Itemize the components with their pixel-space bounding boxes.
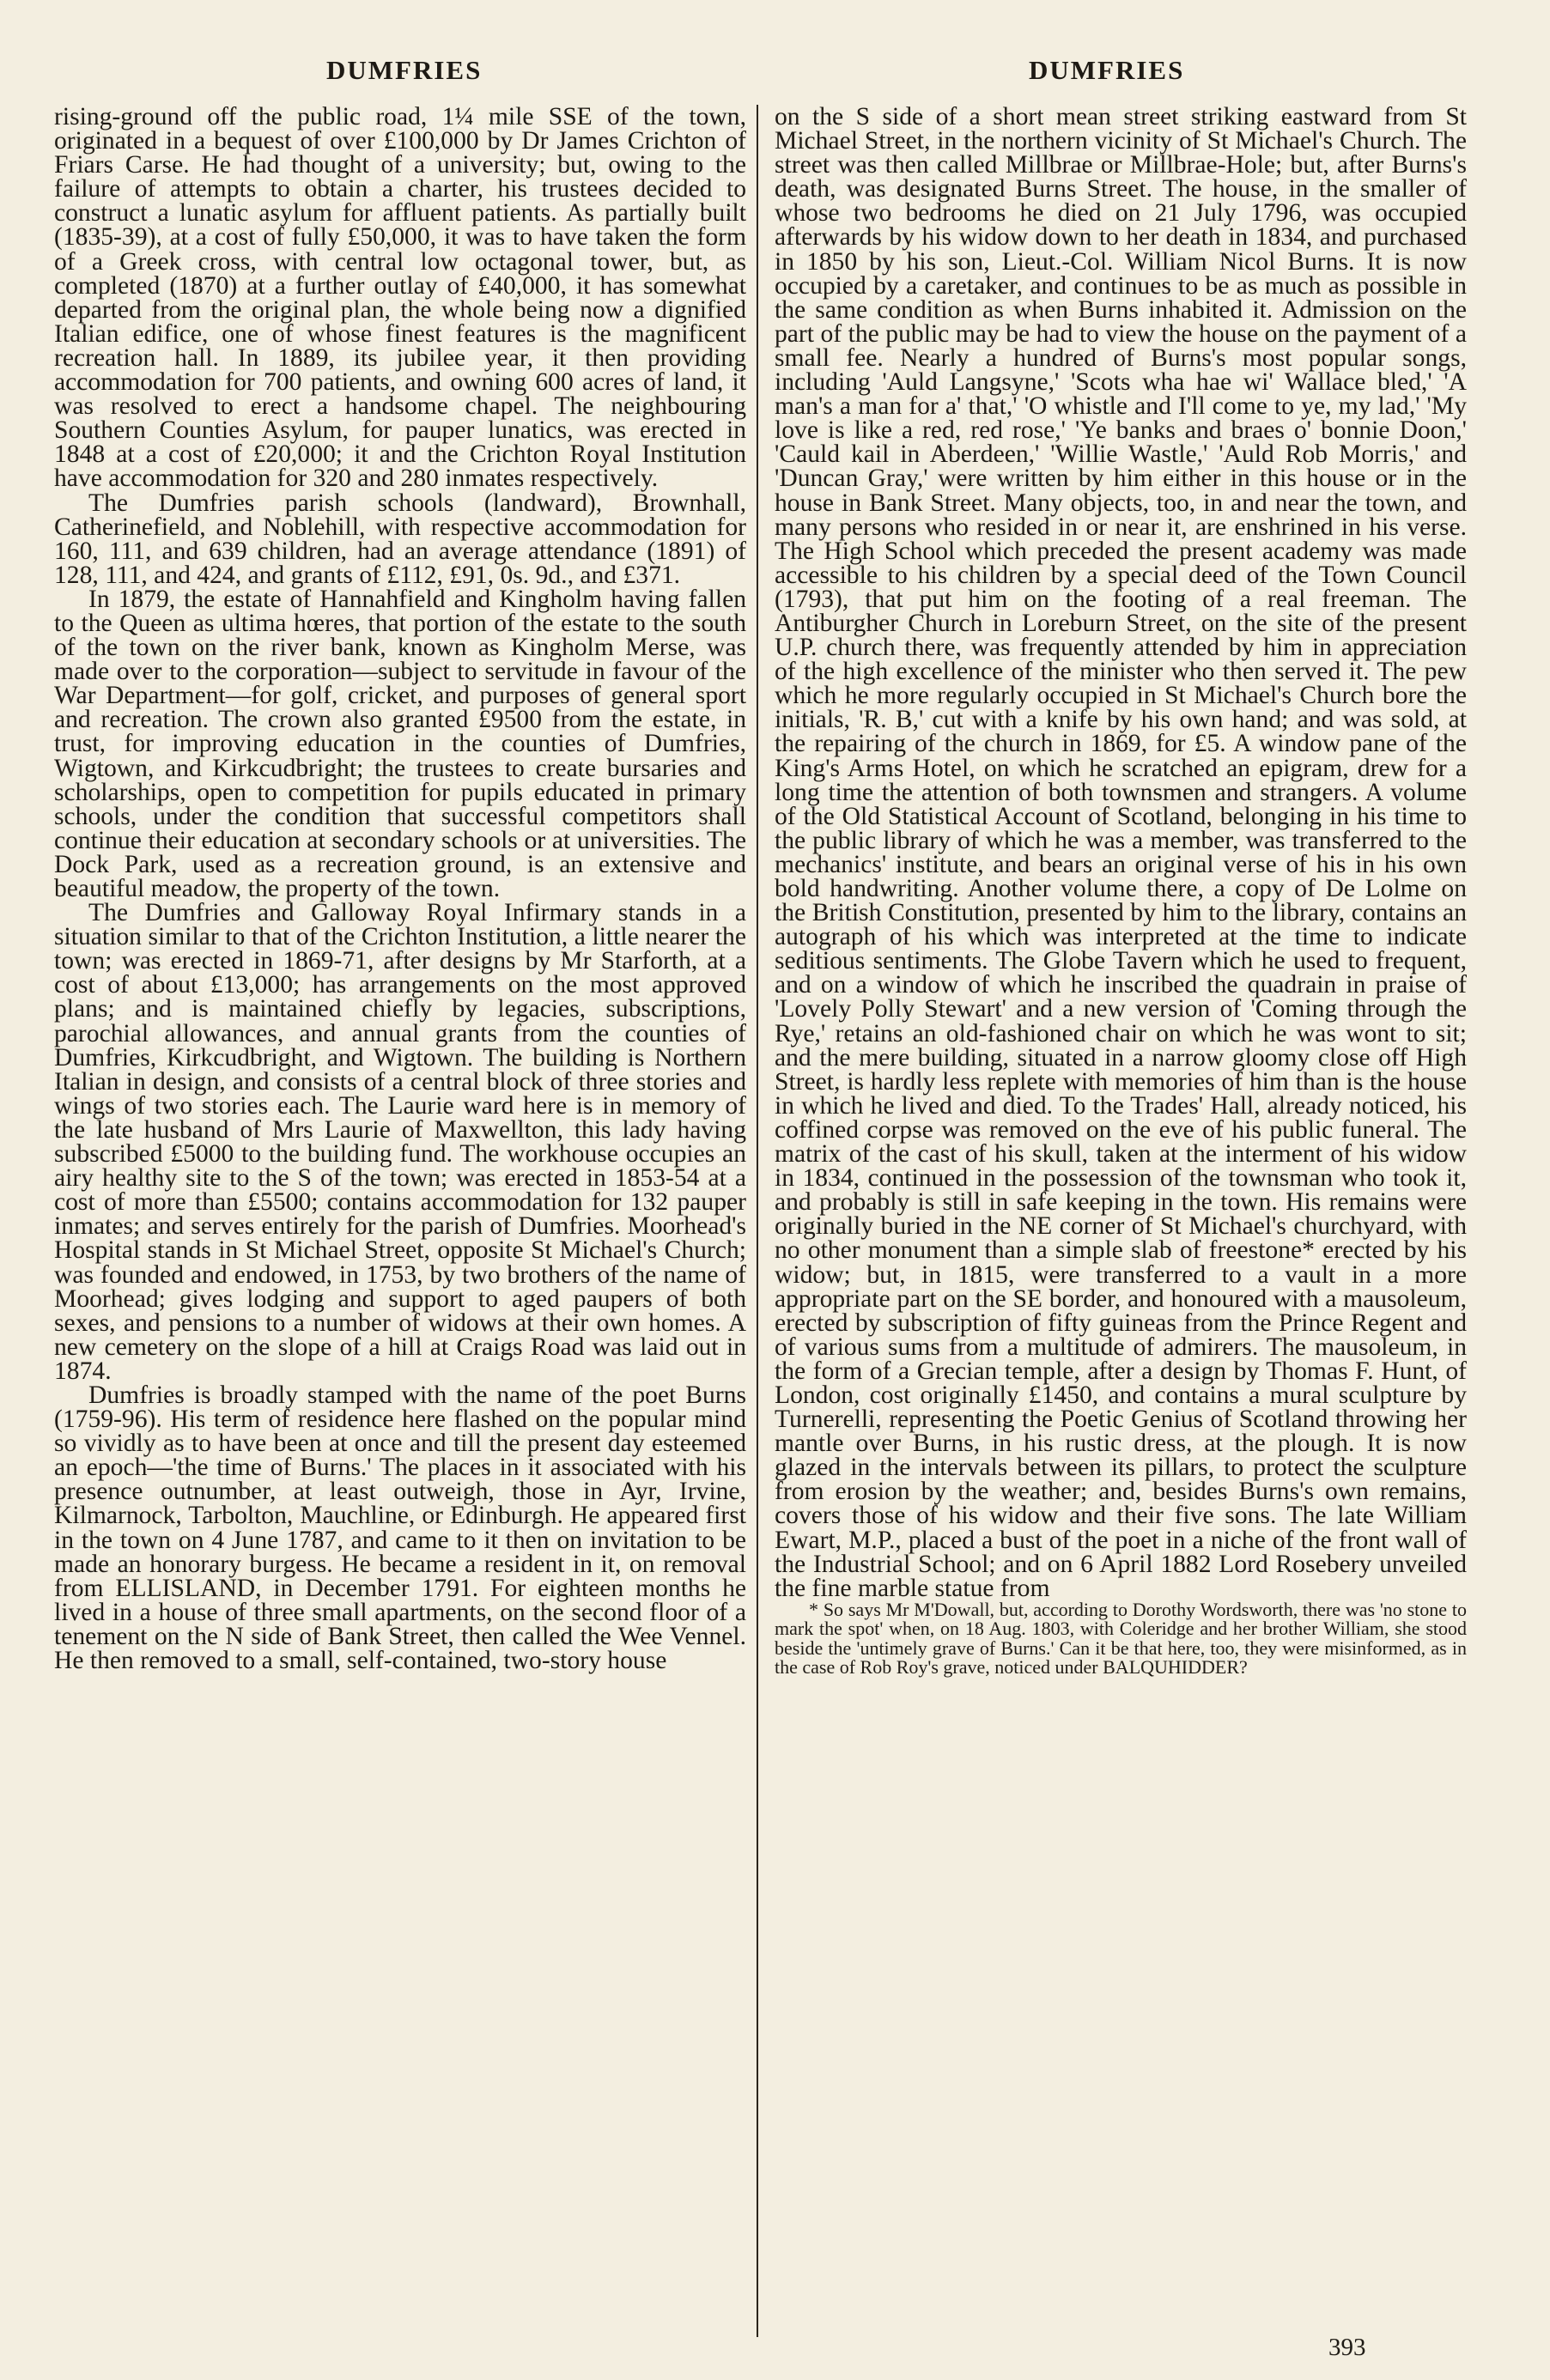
right-column [775, 105, 1467, 1678]
paragraph: rising-ground off the public road, 1¼ mile SSE of the town, originated in a bequest of over £100,000 by Dr James Crichton of Friars Carse. He had thought of a university; but, owing to the failure of attempts to obtain a charter, his trustees decided to construct a lunatic asylum for affluent patients. As partially built (1835-39), at a cost of fully £50,000, it was to have taken the form of a Greek cross, with central low octagonal tower, but, as completed (1870) at a further outlay of £40,000, it has somewhat departed from the original plan, the whole being now a dignified Italian edifice, one of whose finest features is the magnificent recreation hall. In 1889, its jubilee year, it then providing accommodation for 700 patients, and owning 600 acres of land, it was resolved to erect a handsome chapel. The neighbouring Southern Counties Asylum, for pauper lunatics, was erected in 1848 at a cost of £20,000; it and the Crichton Royal Institution have accommodation for 320 and 280 inmates respectively. [54, 103, 746, 493]
paragraph: on the S side of a short mean street striking eastward from St Michael Street, in the northern vicinity of St Michael's Church. The street was then called Millbrae or Millbrae-Hole; but, after Burns's death, was designated Burns Street. The house, in the smaller of whose two bedrooms he died on 21 July 1796, was occupied afterwards by his widow down to her death in 1834, and purchased in 1850 by his son, Lieut.-Col. William Nicol Burns. It is now occupied by a caretaker, and continues to be as much as possible in the same condition as when Burns inhabited it. Admission on the part of the public may be had to view the house on the payment of a small fee. Nearly a hundred of Burns's most popular songs, including 'Auld Langsyne,' 'Scots wha hae wi' Wallace bled,' 'A man's a man for a' that,' 'O whistle and I'll come to ye, my lad,' 'My love is like a red, red rose,' 'Ye banks and braes o' bonnie Doon,' 'Cauld kail in Aberdeen,' 'Willie Wastle,' 'Auld Rob Morris,' and 'Duncan Gray,' were written by him either in this house or in the house in Bank Street. Many objects, too, in and near the town, and many persons who resided in or near it, are enshrined in his verse. The High School which preceded the present academy was made accessible to his children by a special deed of the Town Council (1793), that put him on the footing of a real freeman. The Antiburgher Church in Loreburn Street, on the site of the present U.P. church there, was frequently attended by him in appreciation of the high excellence of the minister who then served it. The pew which he more regularly occupied in St Michael's Church bore the initials, 'R. B,' cut with a knife by his own hand; and was sold, at the repairing of the church in 1869, for £5. A window pane of the King's Arms Hotel, on which he scratched an epigram, drew for a long time the attention of both townsmen and strangers. A volume of the Old Statistical Account of Scotland, belonging in his time to the public library of which he was a member, was transferred to the mechanics' institute, and bears an original verse of his in his own bold handwriting. Another volume there, a copy of De Lolme on the British Constitution, presented by him to the library, contains an autograph of his which was interpreted at the time to indicate seditious sentiments. The Globe Tavern which he used to frequent, and on a window of which he inscribed the quadrain in praise of 'Lovely Polly Stewart' and a new version of 'Coming through the Rye,' retains an old-fashioned chair on which he was wont to sit; and the mere building, situated in a narrow gloomy close off High Street, is hardly less replete with memories of him than is the house in which he lived and died. To the Trades' Hall, already noticed, his coffined corpse was removed on the eve of his public funeral. The matrix of the cast of his skull, taken at the interment of his widow in 1834, continued in the possession of the townsman who took it, and probably is still in safe keeping in the town. His remains were originally buried in the NE corner of St Michael's churchyard, with no other monument than a simple slab of freestone* erected by his widow; but, in 1815, were transferred to a vault in a more appropriate part on the SE border, and honoured with a mausoleum, erected by subscription of fifty guineas from the Prince Regent and of various sums from a multitude of admirers. The mausoleum, in the form of a Grecian temple, after a design by Thomas F. Hunt, of London, cost originally £1450, and contains a mural sculpture by Turnerelli, representing the Poetic Genius of Scotland throwing her mantle over Burns, in his rustic dress, at the plough. It is now glazed in the intervals between its pillars, to protect the sculpture from erosion by the weather; and, besides Burns's own remains, covers those of his widow and their five sons. The late William Ewart, M.P., placed a bust of the poet in a niche of the front wall of the Industrial School; and on 6 April 1882 Lord Rosebery unveiled the fine marble statue from [775, 103, 1467, 1602]
paragraph: In 1879, the estate of Hannahfield and Kingholm having fallen to the Queen as ultima hœres, that portion of the estate to the south of the town on the river bank, known as Kingholm Merse, was made over to the corporation—subject to servitude in favour of the War Department—for golf, cricket, and purposes of general sport and recreation. The crown also granted £9500 from the estate, in trust, for improving education in the counties of Dumfries, Wigtown, and Kirkcudbright; the trustees to create bursaries and scholarships, open to competition for pupils educated in primary schools, under the condition that successful competitors shall continue their education at secondary schools or at universities. The Dock Park, used as a recreation ground, is an extensive and beautiful meadow, the property of the town. [54, 585, 746, 902]
column-divider [757, 105, 758, 2337]
left-column [54, 105, 746, 1673]
running-header-right: DUMFRIES [1029, 55, 1185, 85]
footnote: * So says Mr M'Dowall, but, according to Dorothy Wordsworth, there was 'no stone to mark the spot' when, on 18 Aug. 1803, with Coleridge and her brother William, she stood beside the 'untimely grave of Burns.' Can it be that here, too, they were misinformed, as in the case of Rob Roy's grave, noticed under BALQUHIDDER? [775, 1598, 1467, 1679]
paragraph: Dumfries is broadly stamped with the name of the poet Burns (1759-96). His term of residence here flashed on the popular mind so vividly as to have been at once and till the present day esteemed an epoch—'the time of Burns.' The places in it associated with his presence outnumber, at least outweigh, those in Ayr, Irvine, Kilmarnock, Tarbolton, Mauchline, or Edinburgh. He appeared first in the town on 4 June 1787, and came to it then on invitation to be made an honorary burgess. He became a resident in it, on removal from ELLISLAND, in December 1791. For eighteen months he lived in a house of three small apartments, on the second floor of a tenement on the N side of Bank Street, then called the Wee Vennel. He then removed to a small, self-contained, two-story house [54, 1381, 746, 1674]
running-header-left: DUMFRIES [326, 55, 483, 85]
paragraph: The Dumfries parish schools (landward), Brownhall, Catherinefield, and Noblehill, with respective accommodation for 160, 111, and 639 children, had an average attendance (1891) of 128, 111, and 424, and grants of £112, £91, 0s. 9d., and £371. [54, 489, 746, 589]
page-number: 393 [1328, 2334, 1366, 2361]
paragraph: The Dumfries and Galloway Royal Infirmary stands in a situation similar to that of the Crichton Institution, a little nearer the town; was erected in 1869-71, after designs by Mr Starforth, at a cost of about £13,000; has arrangements on the most approved plans; and is maintained chiefly by legacies, subscriptions, parochial allowances, and annual grants from the counties of Dumfries, Kirkcudbright, and Wigtown. The building is Northern Italian in design, and consists of a central block of three stories and wings of two stories each. The Laurie ward here is in memory of the late husband of Mrs Laurie of Maxwellton, this lady having subscribed £5000 to the building fund. The workhouse occupies an airy healthy site to the S of the town; was erected in 1853-54 at a cost of more than £5500; contains accommodation for 132 pauper inmates; and serves entirely for the parish of Dumfries. Moorhead's Hospital stands in St Michael Street, opposite St Michael's Church; was founded and endowed, in 1753, by two brothers of the name of Moorhead; gives lodging and support to aged paupers of both sexes, and pensions to a number of widows at their own homes. A new cemetery on the slope of a hill at Craigs Road was laid out in 1874. [54, 899, 746, 1385]
